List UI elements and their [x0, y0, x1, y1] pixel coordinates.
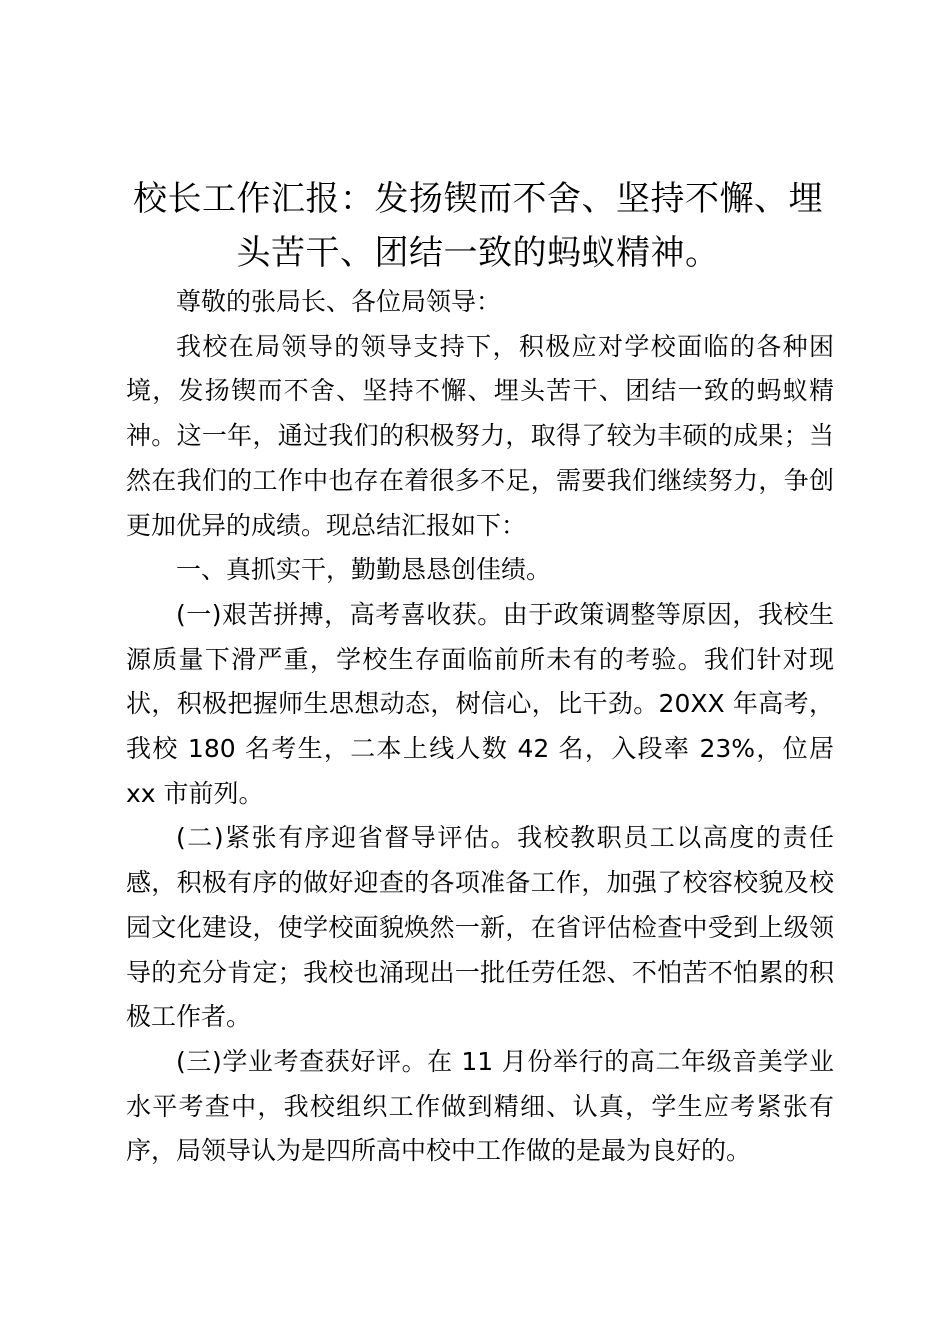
intro-paragraph: 我校在局领导的领导支持下，积极应对学校面临的各种困境，发扬锲而不舍、坚持不懈、埋头苦干、团结一致的蚂蚁精神。这一年，通过我们的积极努力，取得了较为丰硕的成果；当然在我们的工作中也存在着很多不足，需要我们继续努力，争创更加优异的成绩。现总结汇报如下：: [126, 331, 834, 540]
document-title: 校长工作汇报：发扬锲而不舍、坚持不懈、埋头苦干、团结一致的蚂蚁精神。: [133, 179, 823, 273]
section-heading: 一、真抓实干，勤勤恳恳创佳绩。: [176, 555, 552, 585]
salutation: 尊敬的张局长、各位局领导：: [176, 287, 502, 316]
paragraph-item-2: (二)紧张有序迎省督导评估。我校教职员工以高度的责任感，积极有序的做好迎查的各项准备工作，加强了校容校貌及校园文化建设，使学校面貌焕然一新，在省评估检查中受到上级领导的充分肯定；我校也涌现出一批任劳任怨、不怕苦不怕累的积极工作者。: [126, 823, 834, 1032]
document-body: [126, 280, 834, 1174]
paragraph-item-1: (一)艰苦拼搏，高考喜收获。由于政策调整等原因，我校生源质量下滑严重，学校生存面临前所未有的考验。我们针对现状，积极把握师生思想动态，树信心，比干劲。20XX 年高考，我校 180 名考生，二本上线人数 42 名，入段率 23%，位居 xx 市前列。: [126, 599, 834, 808]
paragraph-item-3: (三)学业考查获好评。在 11 月份举行的高二年级音美学业水平考查中，我校组织工作做到精细、认真，学生应考紧张有序，局领导认为是四所高中校中工作做的是最为良好的。: [126, 1046, 834, 1166]
